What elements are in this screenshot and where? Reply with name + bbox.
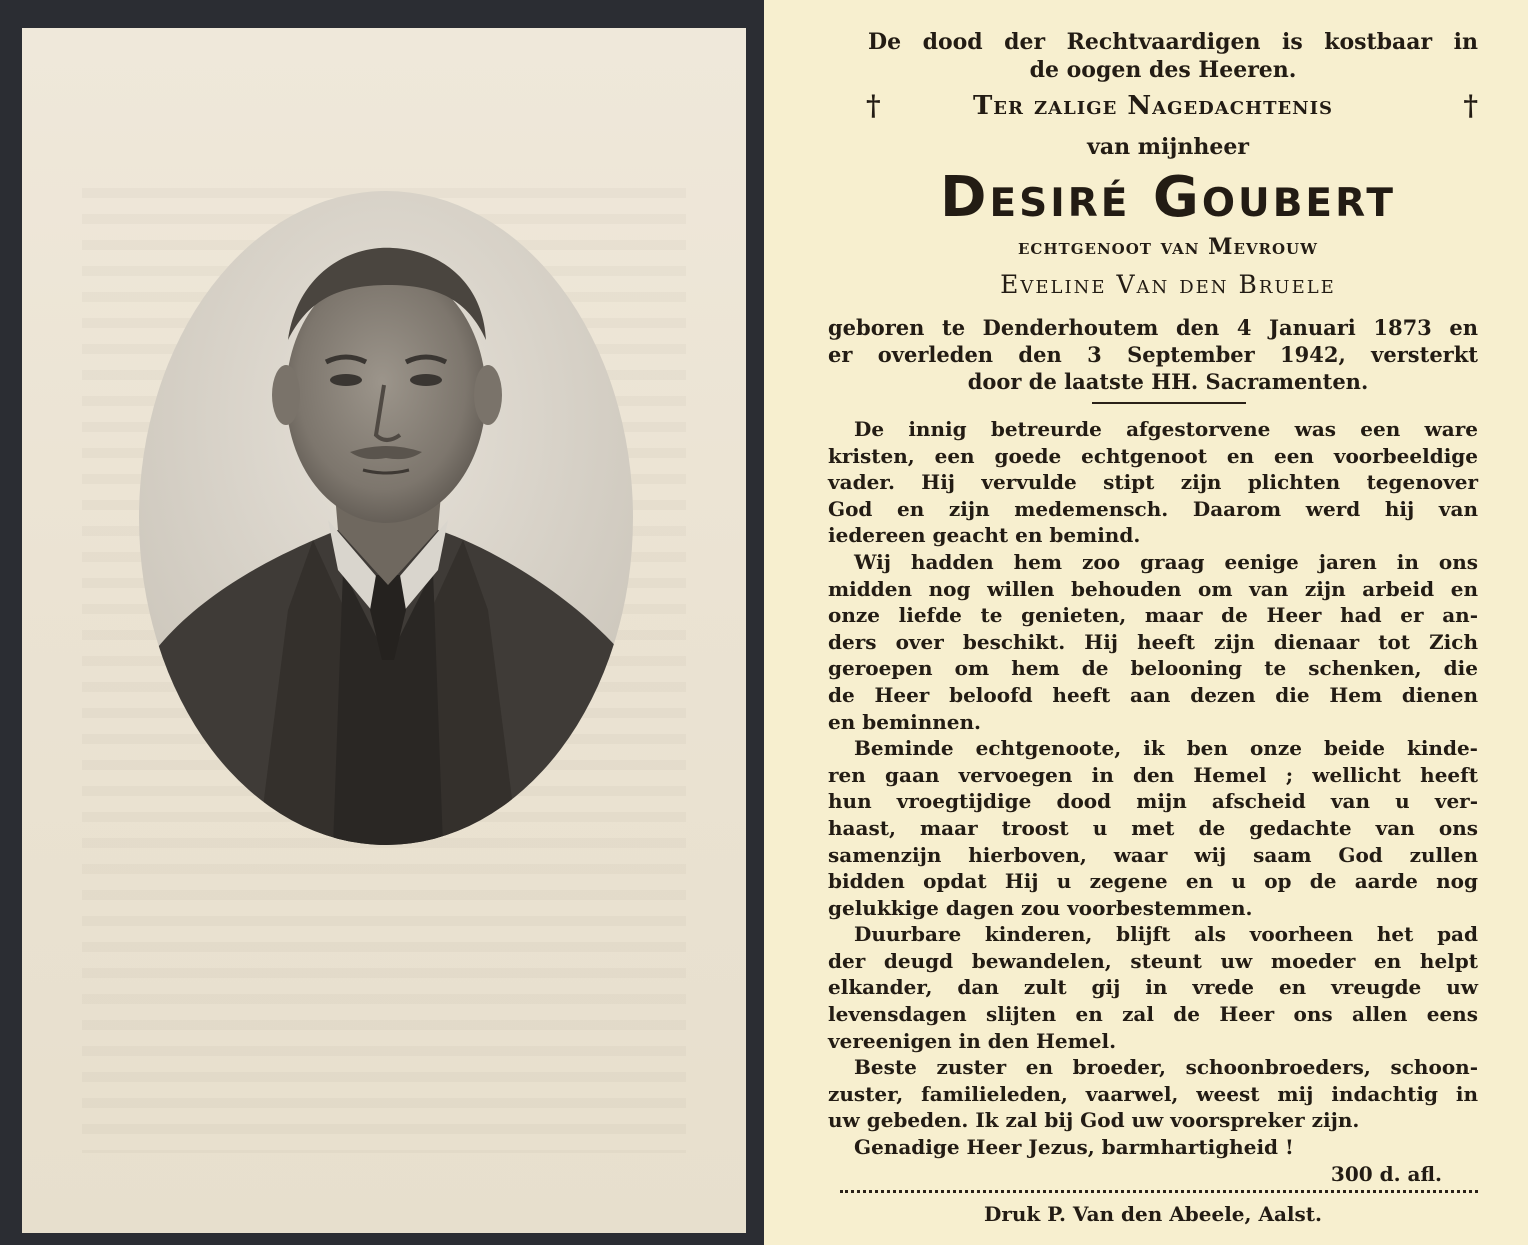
text-line: ren gaan vervoegen in den Hemel ; wellicht heeft (828, 762, 1478, 787)
paragraph (828, 1134, 1478, 1161)
deceased-name: Desiré Goubert (940, 165, 1396, 230)
text-line: de Heer beloofd heeft aan dezen die Hem dienen (828, 682, 1478, 707)
spouse-title: echtgenoot van Mevrouw (1018, 234, 1318, 260)
cross-icon-right: † (1463, 89, 1478, 122)
paragraph (828, 735, 1478, 921)
divider-rule (1092, 402, 1246, 404)
text-line: der deugd bewandelen, steunt uw moeder en helpt (828, 948, 1478, 973)
birth-line-3: door de laatste HH. Sacramenten. (967, 369, 1369, 394)
salutation: van mijnheer (1087, 134, 1249, 160)
text-line: Duurbare kinderen, blijft als voorheen het pad (854, 922, 1478, 947)
text-line: uw gebeden. Ik zal bij God uw voorspreker zijn. (828, 1108, 1360, 1133)
text-line: geroepen om hem de belooning te schenken, die (828, 656, 1478, 681)
paragraph (828, 1054, 1478, 1134)
birth-line-1: geboren te Denderhoutem den 4 Januari 1873 en (828, 315, 1478, 340)
text-line: elkander, dan zult gij in vrede en vreugde uw (828, 975, 1478, 1000)
birth-line-2: er overleden den 3 September 1942, versterkt (828, 342, 1478, 367)
portrait-photo (138, 190, 634, 846)
printer-credit: Druk P. Van den Abeele, Aalst. (984, 1202, 1322, 1226)
text-line: kristen, een goede echtgenoot en een voorbeeldige (828, 443, 1478, 468)
text-line: zuster, familieleden, vaarwel, weest mij indachtig in (828, 1081, 1478, 1106)
in-memory-title: Ter zalige Nagedachtenis (972, 91, 1334, 121)
cross-icon-left: † (866, 89, 881, 122)
text-line: Beminde echtgenoote, ik ben onze beide kinde- (854, 736, 1478, 761)
indulgence-note: 300 d. afl. (1330, 1162, 1442, 1186)
text-line: haast, maar troost u met de gedachte van ons (828, 815, 1478, 840)
text-line: vader. Hij vervulde stipt zijn plichten tegenover (828, 470, 1478, 495)
text-line: God en zijn medemensch. Daarom werd hij van (828, 496, 1478, 521)
text-line: hun vroegtijdige dood mijn afscheid van u ver- (828, 789, 1478, 814)
paragraph (828, 416, 1478, 549)
memory-heading (828, 88, 1478, 128)
spouse-name: Eveline Van den Bruele (1000, 270, 1336, 299)
text-line: en beminnen. (828, 709, 982, 734)
text-line: Beste zuster en broeder, schoonbroeders, schoon- (854, 1055, 1478, 1080)
scripture-motto (828, 28, 1478, 84)
motto-line-1: De dood der Rechtvaardigen is kostbaar in (868, 29, 1478, 55)
birth-death-info (828, 314, 1478, 395)
motto-line-2: de oogen des Heeren. (1029, 57, 1297, 83)
eulogy-text (828, 416, 1478, 1161)
paragraph (828, 549, 1478, 735)
dotted-rule (840, 1190, 1478, 1193)
text-line: onze liefde te genieten, maar de Heer had er an- (828, 603, 1478, 628)
text-column (828, 0, 1478, 1245)
text-line: ders over beschikt. Hij heeft zijn dienaar tot Zich (828, 629, 1478, 654)
text-line: samenzijn hierboven, waar wij saam God zullen (828, 842, 1478, 867)
text-line: iedereen geacht en bemind. (828, 523, 1141, 548)
text-line: vereenigen in den Hemel. (828, 1028, 1117, 1053)
paragraph (828, 921, 1478, 1054)
text-line: De innig betreurde afgestorvene was een ware (854, 417, 1478, 441)
text-line: midden nog willen behouden om van zijn arbeid en (828, 576, 1478, 601)
text-line: bidden opdat Hij u zegene en u op de aarde nog (828, 869, 1478, 894)
closing-prayer: Genadige Heer Jezus, barmhartigheid ! (854, 1135, 1294, 1160)
text-line: levensdagen slijten en zal de Heer ons allen eens (828, 1002, 1478, 1027)
text-line: gelukkige dagen zou voorbestemmen. (828, 895, 1253, 920)
text-line: Wij hadden hem zoo graag eenige jaren in ons (854, 549, 1478, 574)
